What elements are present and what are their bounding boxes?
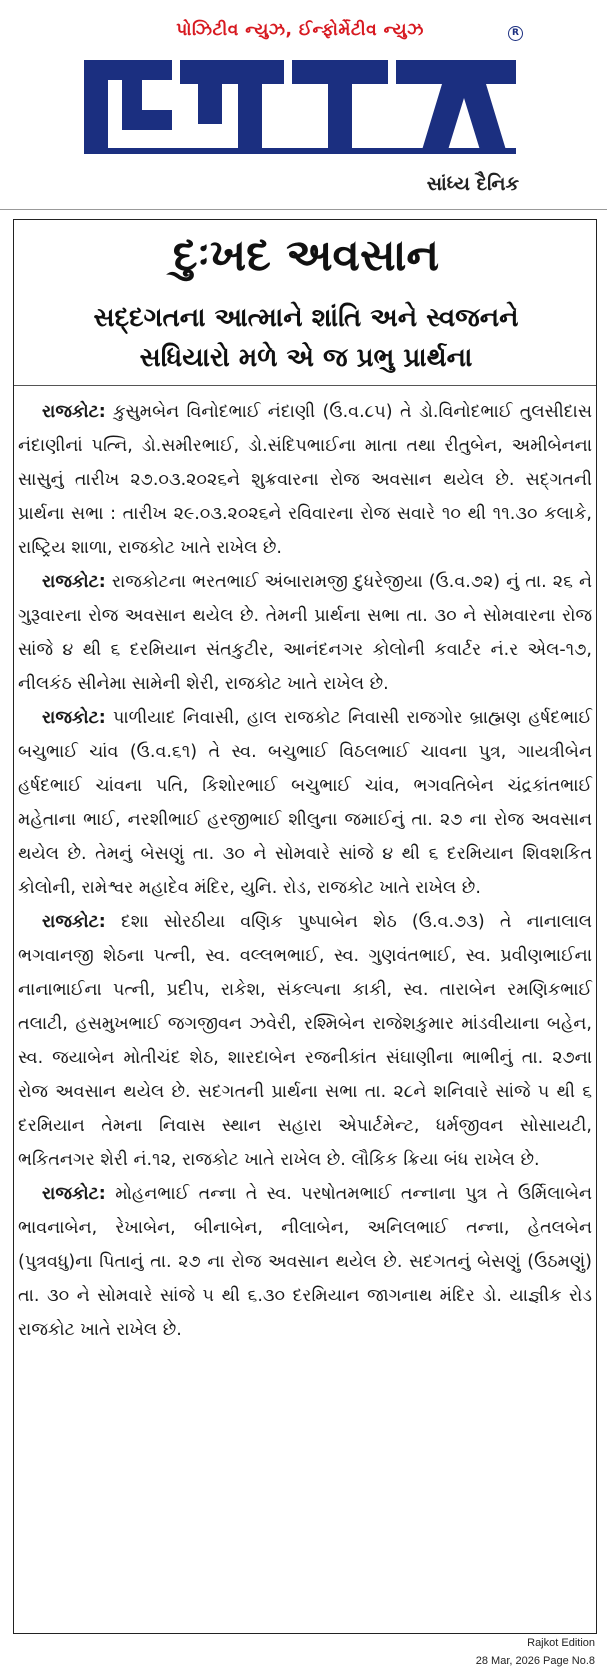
entry-city: રાજકોટ: <box>42 708 106 728</box>
entry-city: રાજકોટ: <box>42 572 106 592</box>
entry-city: રાજકોટ: <box>42 402 106 422</box>
notice-subhead-line-2: સધિયારો મળે એ જ પ્રભુ પ્રાર્થના <box>139 343 473 373</box>
obituary-entry <box>18 905 592 1177</box>
notice-subhead-line-1: સદ્દગતના આત્માને શાંતિ અને સ્વજનને <box>93 303 519 333</box>
notice-headline: દુઃખદ અવસાન <box>172 230 440 281</box>
entry-text: દશા સોરઠીયા વણિક પુષ્પાબેન શેઠ (ઉ.વ.૭૩) તે નાનાલાલ ભગવાનજી શેઠના પત્ની, સ્વ. વલ્લભભાઈ, સ્વ. ગુણવંતભાઈ, સ્વ. પ્રવીણભાઈના નાનાભાઈના પત્ની, પ્રદીપ, રાકેશ, સંકલ્પના કાકી, સ્વ. તારાબેન રમણિકભાઈ તલાટી, હસમુખભાઈ જગજીવન ઝવેરી, રશ્મિબેન રાજેશકુમાર માંડવીયાના બહેન, સ્વ. જયાબેન મોતીચંદ શેઠ, શારદાબેન રજનીકાંત સંઘાણીના ભાભીનું તા. ૨૭ના રોજ અવસાન થયેલ છે. સદગતની પ્રાર્થના સભા તા. ૨૮ને શનિવારે સાંજે ૫ થી ૬ દરમિયાન તેમના નિવાસ સ્થાન સહારા એપાર્ટમેન્ટ, ધર્મજીવન સોસાયટી, ભકિતનગર શેરી નં.૧૨, રાજકોટ ખાતે રાખેલ છે. લૌકિક ક્રિયા બંધ રાખેલ છે. <box>18 912 592 1170</box>
entry-city: રાજકોટ: <box>42 1184 106 1204</box>
masthead <box>0 0 607 215</box>
notice-divider <box>14 385 596 386</box>
obituary-list <box>18 395 592 1347</box>
entry-text: કુસુમબેન વિનોદભાઈ નંદાણી (ઉ.વ.૮૫) તે ડો.વિનોદભાઈ તુલસીદાસ નંદાણીનાં પત્નિ, ડો.સમીરભાઈ, ડો.સંદિપભાઈના માતા તથા રીતુબેન, અમીબેનના સાસુનું તારીખ ૨૭.૦૩.૨૦૨૬ને શુક્રવારના રોજ અવસાન થયેલ છે. સદ્ગતની પ્રાર્થના સભા : તારીખ ૨૯.૦૩.૨૦૨૬ને રવિવારના રોજ સવારે ૧૦ થી ૧૧.૩૦ કલાકે, રાષ્ટ્રિય શાળા, રાજકોટ ખાતે રાખેલ છે. <box>18 402 592 558</box>
entry-text: પાળીયાદ નિવાસી, હાલ રાજકોટ નિવાસી રાજગોર બ્રાહ્મણ હર્ષદભાઈ બચુભાઈ ચાંવ (ઉ.વ.૬૧) તે સ્વ. બચુભાઈ વિઠલભાઈ ચાવના પુત્ર, ગાયત્રીબેન હર્ષદભાઈ ચાંવના પતિ, કિશોરભાઈ બચુભાઈ ચાંવ, ભગવતિબેન ચંદ્રકાંતભાઈ મહેતાના ભાઈ, નરશીભાઈ હરજીભાઈ શીલુના જમાઈનું તા. ૨૭ ના રોજ અવસાન થયેલ છે. તેમનું બેસણું તા. ૩૦ ને સોમવારે સાંજે ૪ થી ૬ દરમિયાન શિવશકિત કોલોની, રામેશ્વર મહાદેવ મંદિર, યુનિ. રોડ, રાજકોટ ખાતે રાખેલ છે. <box>18 708 592 898</box>
entry-city: રાજકોટ: <box>42 912 106 932</box>
masthead-tagline: પોઝિટીવ ન્યુઝ, ઈન્ફોર્મેટીવ ન્યુઝ <box>176 20 424 40</box>
obituary-entry <box>18 565 592 701</box>
obituary-notice-box <box>13 219 597 1634</box>
obituary-entry <box>18 1177 592 1347</box>
entry-text: રાજકોટના ભરતભાઈ અંબારામજી દુધરેજીયા (ઉ.વ.૭૨) નું તા. ૨૬ ને ગુરૂવારના રોજ અવસાન થયેલ છે. તેમની પ્રાર્થના સભા તા. ૩૦ ને સોમવારના રોજ સાંજે ૪ થી ૬ દરમિયાન સંતકુટીર, આનંદનગર કોલોની કવાર્ટર નં.ર એલ-૧૭, નીલકંઠ સીનેમા સામેની શેરી, રાજકોટ ખાતે રાખેલ છે. <box>18 572 592 694</box>
footer-date-page: 28 Mar, 2026 Page No.8 <box>475 1655 595 1667</box>
masthead-subtitle: સાંધ્ય દૈનિક <box>426 173 519 195</box>
entry-text: મોહનભાઈ તન્ના તે સ્વ. પરષોતમભાઈ તન્નાના પુત્ર તે ઉર્મિલાબેન ભાવનાબેન, રેખાબેન, બીનાબેન, નીલાબેન, અનિલભાઈ તન્ના, હેતલબેન (પુત્રવધુ)ના પિતાનું તા. ૨૭ ના રોજ અવસાન થયેલ છે. સદગતનું બેસણું (ઉઠમણું) તા. ૩૦ ને સોમવારે સાંજે ૫ થી ૬.૩૦ દરમિયાન જાગનાથ મંદિર ડો. યાજ્ઞીક રોડ રાજકોટ ખાતે રાખેલ છે. <box>18 1184 592 1340</box>
obituary-entry <box>18 701 592 905</box>
page-footer <box>476 1634 595 1670</box>
notice-subhead <box>14 298 598 378</box>
footer-edition: Rajkot Edition <box>527 1637 595 1649</box>
masthead-divider <box>0 209 607 210</box>
obituary-entry <box>18 395 592 565</box>
registered-mark-icon: R <box>508 26 523 41</box>
